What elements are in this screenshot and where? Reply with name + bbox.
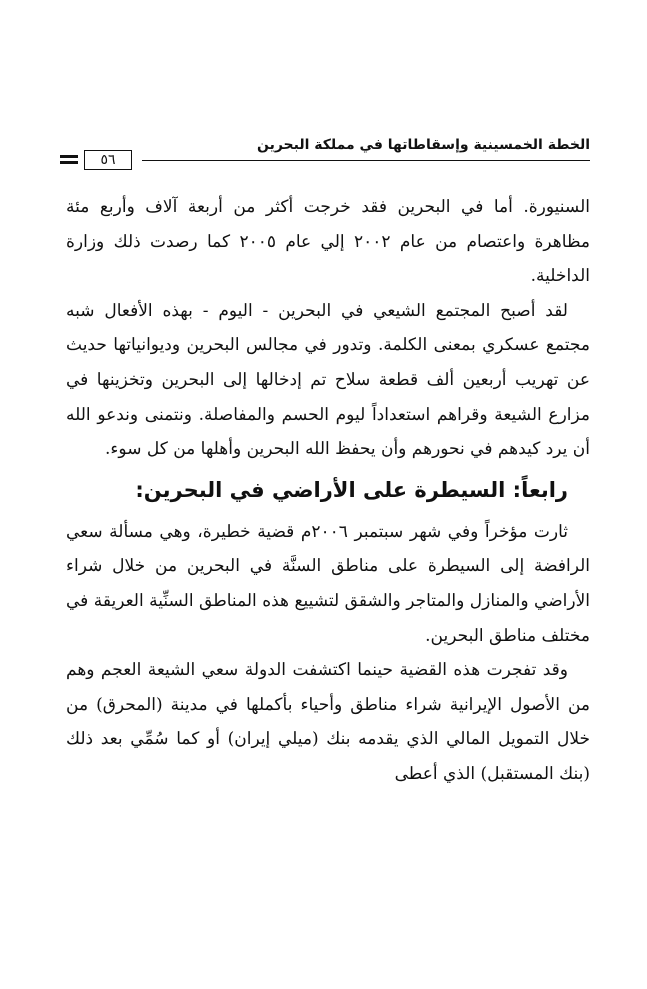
section-heading: رابعاً: السيطرة على الأراضي في البحرين: bbox=[135, 477, 568, 502]
page-number-ornament bbox=[60, 155, 78, 167]
paragraph: السنيورة. أما في البحرين فقد خرجت أكثر من أربعة آلاف وأربع مئة مظاهرة واعتصام من عام ٢٠٠٢ إلي عام ٢٠٠٥ كما رصدت ذلك وزارة الداخلية. bbox=[66, 197, 591, 287]
running-header bbox=[60, 134, 590, 180]
page-number: ٥٦ bbox=[84, 150, 132, 170]
page-body bbox=[66, 190, 590, 792]
header-rule bbox=[142, 160, 590, 161]
paragraph: وقد تفجرت هذه القضية حينما اكتشفت الدولة سعي الشيعة العجم وهم من الأصول الإيرانية شراء مناطق وأحياء بأكملها في مدينة (المحرق) من خلال التمويل المالي الذي يقدمه بنك (ميلي إيران) أو كما سُمِّي بعد ذلك (بنك المستقبل) الذي أعطى bbox=[66, 660, 590, 784]
paragraph: لقد أصبح المجتمع الشيعي في البحرين - اليوم - بهذه الأفعال شبه مجتمع عسكري بمعنى الكلمة. وتدور في مجالس البحرين وديوانياتها حديث عن تهريب أربعين ألف قطعة سلاح تم إدخالها إلى البحرين وتخزينها في مزارع الشيعة وقراهم استعداداً ليوم الحسم والمفاصلة. ونتمنى وندعو الله أن يرد كيدهم في نحورهم وأن يحفظ الله البحرين وأهلها من كل سوء. bbox=[66, 300, 590, 460]
running-header-title: الخطة الخمسينية وإسقاطاتها في مملكة البحرين bbox=[256, 137, 590, 153]
paragraph: ثارت مؤخراً وفي شهر سبتمبر ٢٠٠٦م قضية خطيرة، وهي مسألة سعي الرافضة إلى السيطرة على مناطق السنَّة في البحرين من خلال شراء الأراضي والمنازل والمتاجر والشقق لتشييع هذه المناطق السنِّية العريقة في مختلف مناطق البحرين. bbox=[66, 521, 590, 646]
